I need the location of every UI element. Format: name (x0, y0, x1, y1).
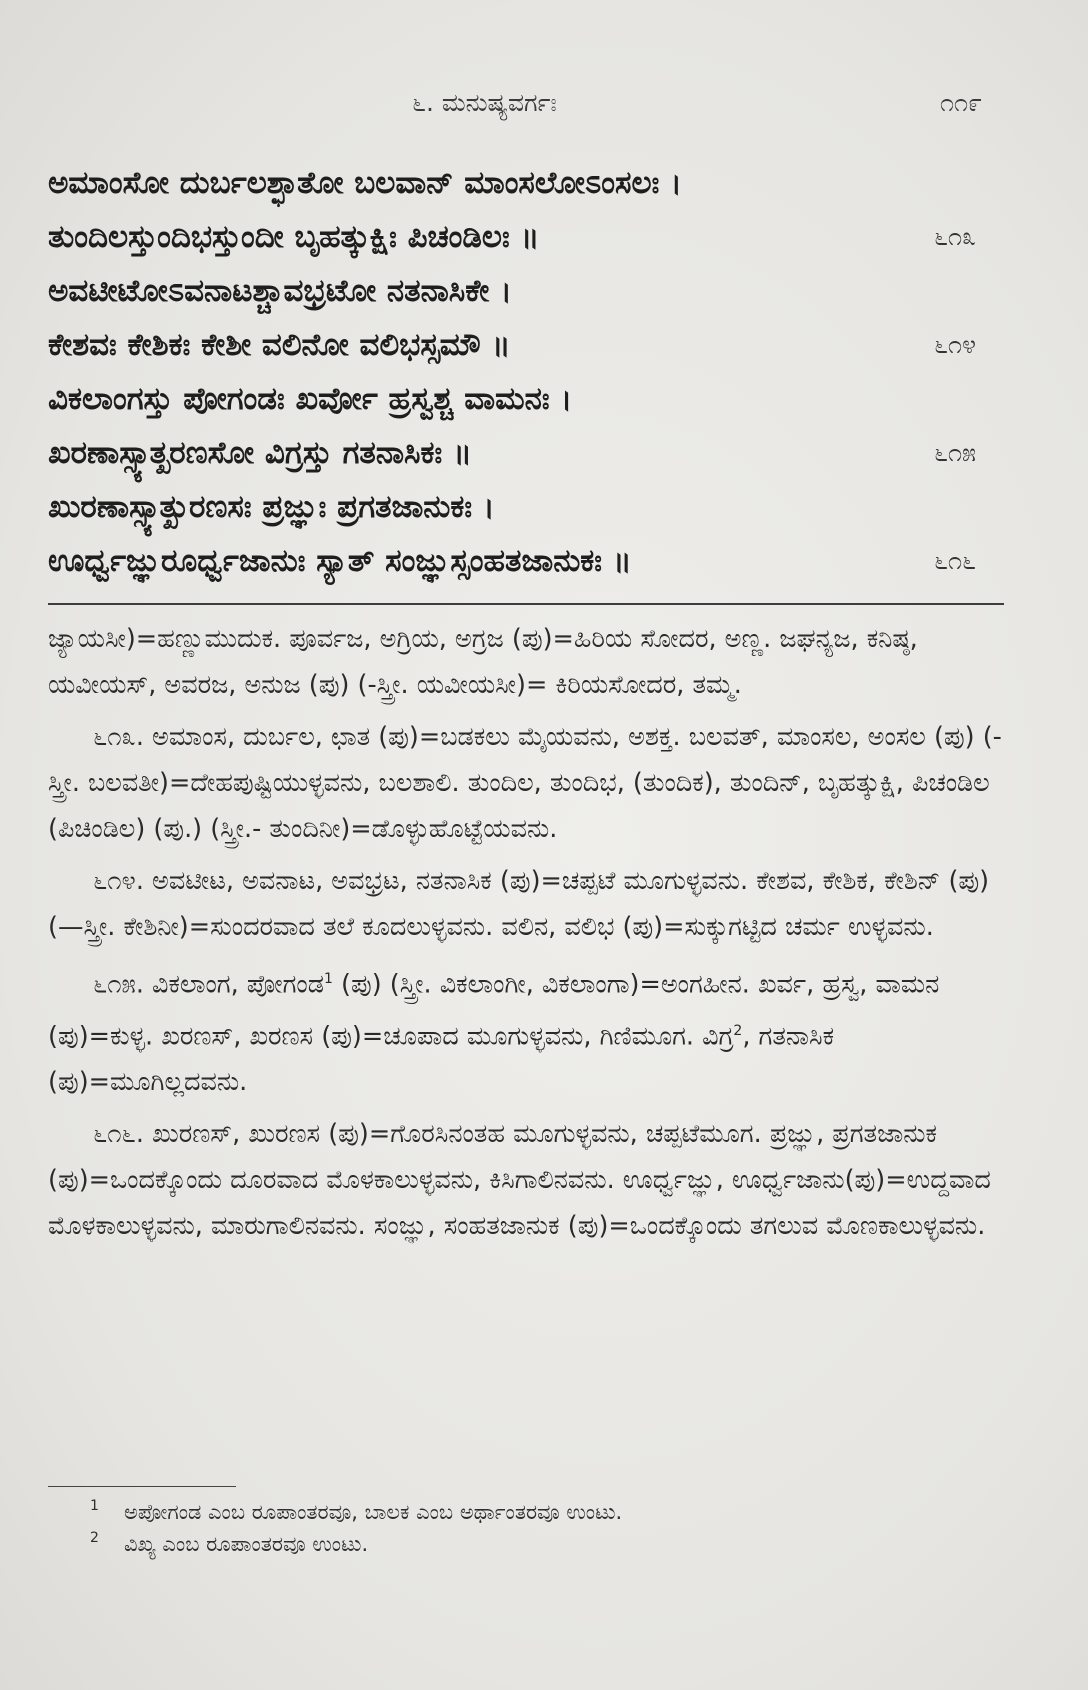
footnote-divider (48, 1486, 236, 1487)
verse-number: ೬೧೫ (934, 438, 977, 467)
footnote-ref: 2 (733, 1022, 743, 1039)
footnote-text: ಅಪೋಗಂಡ ಎಂಬ ರೂಪಾಂತರವೂ, ಬಾಲಕ ಎಂಬ ಅರ್ಥಾಂತರವೂ ಉಂಟು. (124, 1500, 623, 1524)
verse-line (48, 430, 1008, 484)
verse-number: ೬೧೩ (934, 222, 977, 251)
verse-line (48, 538, 1008, 592)
verse-text: ಖುರಣಾಸ್ಸ್ಯಾತ್ಖುರಣಸಃ ಪ್ರಜ್ಞುಃ ಪ್ರಗತಜಾನುಕಃ । (48, 489, 495, 525)
footnote-text: ವಿಖ್ಯ ಎಂಬ ರೂಪಾಂತರವೂ ಉಂಟು. (124, 1532, 369, 1556)
paragraph-text: (ಪು) (ಸ್ತ್ರೀ. ವಿಕಲಾಂಗೀ, ವಿಕಲಾಂಗಾ)=ಅಂಗಹೀನ. ಖರ್ವ, ಹ್ರಸ್ವ, ವಾಮನ (ಪು)=ಕುಳ್ಳ. ಖರಣಸ್, ಖರಣಸ (ಪು)=ಚೂಪಾದ ಮೂಗುಳ್ಳವನು, ಗಿಣಿಮೂಗ. ವಿಗ್ರ (48, 969, 940, 1051)
verse-number: ೬೧೪ (934, 330, 977, 359)
verse-line (48, 484, 1008, 538)
verse-divider (48, 603, 1004, 605)
footnote-ref: 1 (323, 971, 333, 987)
commentary-paragraph: ೬೧೩. ಅಮಾಂಸ, ದುರ್ಬಲ, ಛಾತ (ಪು)=ಬಡಕಲು ಮೈಯವನು, ಅಶಕ್ತ. ಬಲವತ್, ಮಾಂಸಲ, ಅಂಸಲ (ಪು) (-ಸ್ತ್ರೀ. ಬಲವತೀ)=ದೇಹಪುಷ್ಟಿಯುಳ್ಳವನು, ಬಲಶಾಲಿ. ತುಂದಿಲ, ತುಂದಿಭ, (ತುಂದಿಕ), ತುಂದಿನ್, ಬೃಹತ್ಕುಕ್ಷಿ, ಪಿಚಂಡಿಲ (ಪಿಚಿಂಡಿಲ) (ಪು.) (ಸ್ತ್ರೀ.- ತುಂದಿನೀ)=ಡೊಳ್ಳುಹೊಟ್ಟೆಯವನು. (48, 722, 1002, 844)
page-header (0, 88, 1088, 128)
chapter-title: ೬. ಮನುಷ್ಯವರ್ಗಃ (412, 88, 557, 117)
commentary-paragraph: ೬೧೪. ಅವಟೀಟ, ಅವನಾಟ, ಅವಭ್ರಟ, ನತನಾಸಿಕ (ಪು)=ಚಪ್ಪಟೆ ಮೂಗುಳ್ಳವನು. ಕೇಶವ, ಕೇಶಿಕ, ಕೇಶಿನ್ (ಪು) (—ಸ್ತ್ರೀ. ಕೇಶಿನೀ)=ಸುಂದರವಾದ ತಲೆ ಕೂದಲುಳ್ಳವನು. ವಲಿನ, ವಲಿಭ (ಪು)=ಸುಕ್ಕುಗಟ್ಟಿದ ಚರ್ಮ ಉಳ್ಳವನು. (48, 866, 990, 942)
verse-text: ತುಂದಿಲಸ್ತುಂದಿಭಸ್ತುಂದೀ ಬೃಹತ್ಕುಕ್ಷಿಃ ಪಿಚಂಡಿಲಃ ॥ (48, 219, 540, 255)
paragraph-text: ೬೧೫. ವಿಕಲಾಂಗ, ಪೋಗಂಡ (93, 969, 324, 1000)
verse-text: ಊರ್ಧ್ವಜ್ಞುರೂರ್ಧ್ವಜಾನುಃ ಸ್ಯಾತ್ ಸಂಜ್ಞುಸ್ಸಂಹತಜಾನುಕಃ ॥ (48, 543, 632, 579)
footnote-mark: 2 (90, 1530, 99, 1546)
verse-text: ಅಮಾಂಸೋ ದುರ್ಬಲಶ್ಛಾತೋ ಬಲವಾನ್ ಮಾಂಸಲೋಽಂಸಲಃ । (48, 165, 682, 201)
commentary-paragraph: ೬೧೬. ಖುರಣಸ್, ಖುರಣಸ (ಪು)=ಗೊರಸಿನಂತಹ ಮೂಗುಳ್ಳವನು, ಚಪ್ಪಟೆಮೂಗ. ಪ್ರಜ್ಞು, ಪ್ರಗತಜಾನುಕ (ಪು)=ಒಂದಕ್ಕೊಂದು ದೂರವಾದ ಮೊಳಕಾಲುಳ್ಳವನು, ಕಿಸಿಗಾಲಿನವನು. ಊರ್ಧ್ವಜ್ಞು, ಊರ್ಧ್ವಜಾನು(ಪು)=ಉದ್ದವಾದ ಮೊಳಕಾಲುಳ್ಳವನು, ಮಾರುಗಾಲಿನವನು. ಸಂಜ್ಞು, ಸಂಹತಜಾನುಕ (ಪು)=ಒಂದಕ್ಕೊಂದು ತಗಲುವ ಮೊಣಕಾಲುಳ್ಳವನು. (48, 1119, 991, 1241)
verse-text: ವಿಕಲಾಂಗಸ್ತು ಪೋಗಂಡಃ ಖರ್ವೋ ಹ್ರಸ್ವಶ್ಚ ವಾಮನಃ । (48, 381, 573, 417)
verse-line (48, 268, 1008, 322)
verse-line (48, 376, 1008, 430)
verse-text: ಖರಣಾಸ್ಸ್ಯಾತ್ಖರಣಸೋ ವಿಗ್ರಸ್ತು ಗತನಾಸಿಕಃ ॥ (48, 435, 472, 471)
footnotes (90, 1496, 970, 1560)
paragraph-text: , ಗತನಾಸಿಕ (ಪು)=ಮೂಗಿಲ್ಲದವನು. (48, 1021, 835, 1097)
verse-line (48, 322, 1008, 376)
commentary-paragraph (48, 956, 1008, 1105)
verse-line (48, 160, 1008, 214)
verse-text: ಅವಟೀಟೋಽವನಾಟಶ್ಚಾವಭ್ರಟೋ ನತನಾಸಿಕೇ । (48, 273, 512, 309)
page-number: ೧೧೯ (940, 88, 983, 117)
commentary-paragraph: ಜ್ಯಾಯಸೀ)=ಹಣ್ಣುಮುದುಕ. ಪೂರ್ವಜ, ಅಗ್ರಿಯ, ಅಗ್ರಜ (ಪು)=ಹಿರಿಯ ಸೋದರ, ಅಣ್ಣ. ಜಘನ್ಯಜ, ಕನಿಷ್ಠ, ಯವೀಯಸ್, ಅವರಜ, ಅನುಜ (ಪು) (-ಸ್ತ್ರೀ. ಯವೀಯಸೀ)= ಕಿರಿಯಸೋದರ, ತಮ್ಮ. (48, 624, 918, 700)
footnote-mark: 1 (90, 1498, 99, 1514)
footnote (90, 1496, 970, 1528)
verse-text: ಕೇಶವಃ ಕೇಶಿಕಃ ಕೇಶೀ ವಲಿನೋ ವಲಿಭಸ್ಸಮೌ ॥ (48, 327, 511, 363)
verse-number: ೬೧೬ (934, 546, 977, 575)
verse-line (48, 214, 1008, 268)
commentary-block (48, 616, 1008, 1255)
footnote (90, 1528, 970, 1560)
verse-block (48, 160, 1008, 592)
